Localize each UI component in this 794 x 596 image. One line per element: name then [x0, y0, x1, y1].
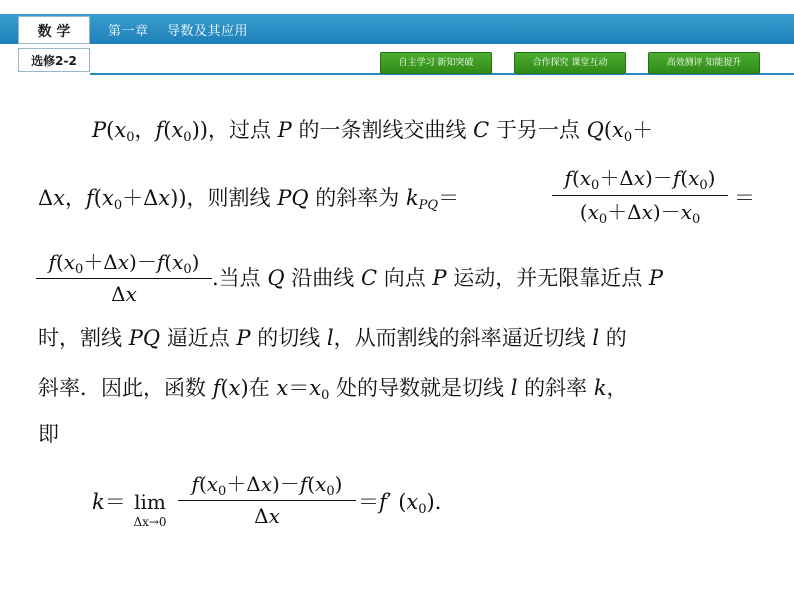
text-span: 的斜率: [517, 376, 594, 400]
paragraph-line-4: 时，割线 PQ 逼近点 P 的切线 l，从而割线的斜率逼近切线 l 的: [38, 326, 627, 350]
text-span: 运动，并无限靠近点: [446, 266, 649, 290]
text-span: 逼近点: [160, 326, 237, 350]
paragraph-line-5: 斜率．因此，函数 f(x)在 $x=x_0$ 处的导数就是切线 l 的斜率 k，: [38, 376, 628, 403]
text-span: 向点: [377, 266, 433, 290]
fraction-numerator: $f(x_0+\Delta x)-f(x_0)$: [564, 166, 716, 193]
text-span: 的一条割线交曲线: [291, 118, 474, 142]
text-span: ，从而割线的斜率逼近切线: [333, 326, 593, 350]
fraction-numerator: $f(x_0+\Delta x)-f(x_0)$: [191, 472, 343, 499]
text-span: ＝: [288, 376, 310, 400]
derivative-fraction: [178, 470, 356, 532]
fraction-bar: [36, 278, 212, 279]
limit-operator: [128, 492, 172, 528]
text-span: 的斜率为: [308, 186, 406, 210]
slope-fraction-2: [36, 248, 212, 308]
text-span: 处的导数就是切线: [329, 376, 511, 400]
chapter-title: 第一章 导数及其应用: [108, 24, 249, 39]
text-span: 在: [248, 376, 277, 400]
paragraph-line-6: 即: [38, 422, 59, 446]
text-span: .当点: [212, 266, 268, 290]
paragraph-line-2: Δx，$f(x_0+\Delta x)$)，则割线 PQ 的斜率为 $k_{PQ}=$: [38, 186, 460, 213]
lim-subscript: Δx→0: [133, 515, 167, 529]
derivative-result: ＝f′ $(x_0)$．: [358, 490, 456, 517]
limit-k-equals: k＝: [92, 490, 126, 514]
nav-button-assessment[interactable]: 高效测评 知能提升: [648, 52, 760, 74]
paragraph-line-1: $P(x_0$，$f(x_0)$)，过点 P 的一条割线交曲线 C 于另一点 $Q(x_0+$: [92, 118, 654, 145]
fraction-denominator: Δx: [254, 504, 280, 528]
paragraph-line-3: .当点 Q 沿曲线 C 向点 P 运动，并无限靠近点 P: [212, 266, 664, 290]
nav-button-self-study[interactable]: 自主学习 新知突破: [380, 52, 492, 74]
slope-fraction-1: [552, 164, 728, 226]
fraction-denominator: Δx: [111, 282, 137, 306]
equals-sign: ＝: [734, 186, 755, 210]
text-span: ，: [65, 186, 87, 210]
text-span: 时，割线: [38, 326, 129, 350]
text-span: ，过点: [207, 118, 278, 142]
fraction-bar: [178, 500, 356, 501]
fraction-denominator: $(x_0+\Delta x)-x_0$: [579, 200, 701, 227]
text-span: 于另一点: [489, 118, 587, 142]
fraction-numerator: $f(x_0+\Delta x)-f(x_0)$: [48, 250, 200, 277]
text-span: 的: [599, 326, 627, 350]
nav-button-cooperative-inquiry[interactable]: 合作探究 课堂互动: [514, 52, 626, 74]
fraction-bar: [552, 195, 728, 196]
text-span: ，: [606, 376, 628, 400]
text-span: 的切线: [250, 326, 327, 350]
module-label: 选修2-2: [31, 54, 77, 68]
subject-label: 数 学: [37, 24, 71, 40]
text-span: 沿曲线: [284, 266, 361, 290]
text-span: ，则割线: [186, 186, 278, 210]
text-span: 斜率．因此，函数: [38, 376, 213, 400]
lim-word: lim: [134, 490, 166, 514]
